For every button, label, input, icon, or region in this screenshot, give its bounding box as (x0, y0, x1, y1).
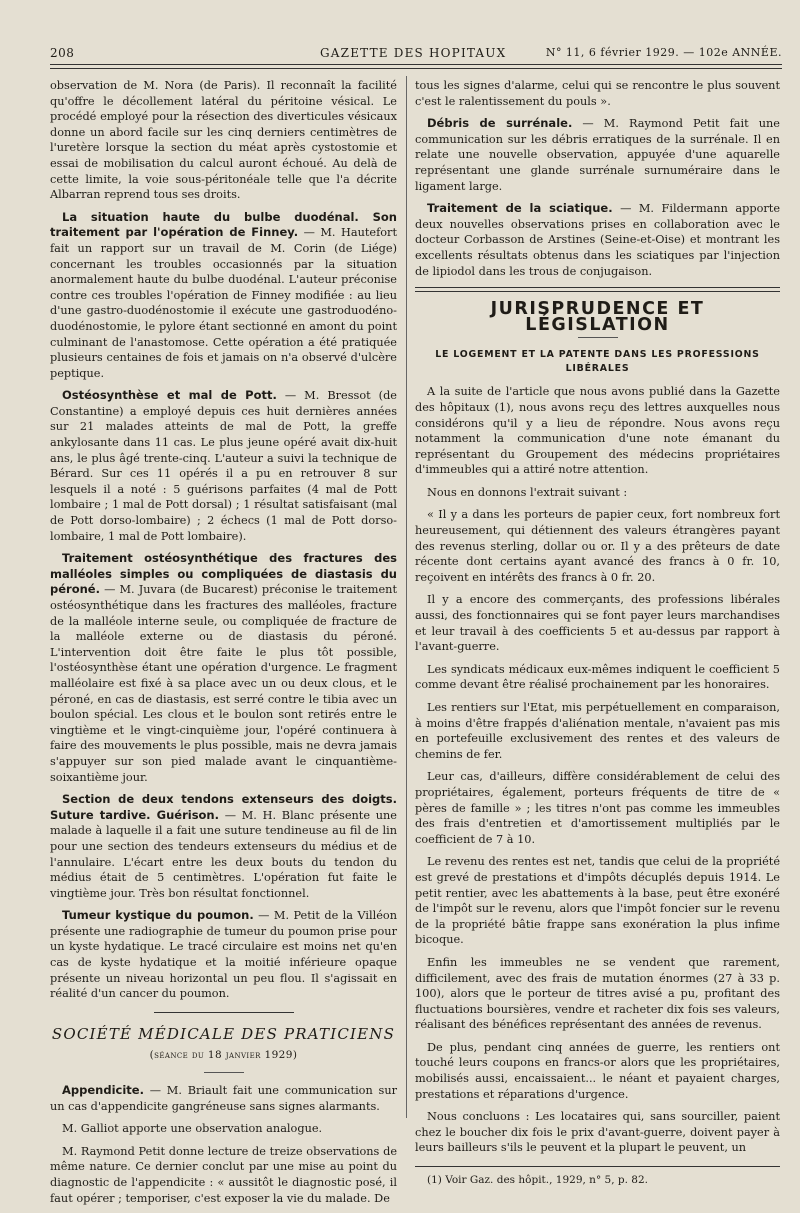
paragraph: Nous concluons : Les locataires qui, sans sourciller, paient chez le boucher dix fois le prix d'avant-guerre, doivent payer à leurs bailleurs s'ils le peuvent et la plupart le peuvent, un (415, 1110, 780, 1155)
column-divider (406, 76, 407, 1118)
paragraph: Il y a encore des commerçants, des professions libérales aussi, des fonctionnaires qui se font payer leurs marchandises et leur travail à des coefficients 5 et au-dessus par rapport à l'avant-guerre. (415, 593, 780, 654)
article-title: Section de deux tendons extenseurs des doigts. Suture tardive. Guérison. (50, 792, 397, 822)
footnote-rule (415, 1166, 780, 1167)
issue-info: N° 11, 6 février 1929. — 102e ANNÉE. (545, 46, 782, 59)
paragraph: Nous en donnons l'extrait suivant : (427, 485, 628, 499)
page-number: 208 (50, 46, 75, 60)
article-body: — M. Petit de la Villéon présente une radiographie de tumeur du poumon prise pour un kyste hydatique. Le tracé circulaire est moins net qu'en cas de kyste hydatique et la moitié inférieure opaque présente un niveau horizontal un peu flou. Il s'agissait en réalité d'un cancer du poumon. (50, 909, 397, 1001)
section-heading: JURISPRUDENCE ET LÉGISLATION (490, 299, 705, 335)
article-title: Traitement ostéosynthétique des fractures des malléoles simples ou compliquées de diastasis du péroné. (50, 551, 397, 597)
section-rule-second (415, 291, 780, 292)
small-separator (204, 1072, 244, 1073)
article-duodenal (50, 210, 397, 382)
article-appendicite (50, 1083, 397, 1114)
article-pott (50, 388, 397, 544)
paragraph: observation de M. Nora (de Paris). Il reconnaît la facilité qu'offre le décollement latéral du péritoine vésical. Le procédé employé pour la résection des diverticules vésicaux donne un abord facile sur les cinq derniers centimètres de l'uretère lorsque la section du méat après cystostomie et essai de mobilisation du calcul auront échoué. Au delà de cette limite, la voie sous-péritonéale telle que l'a décrite Albarran reprend tous ses droits. (50, 79, 397, 202)
header-rule (50, 64, 782, 65)
paragraph: tous les signes d'alarme, celui qui se rencontre le plus souvent c'est le ralentissement du pouls ». (415, 79, 780, 108)
paragraph: Les rentiers sur l'Etat, mis perpétuellement en comparaison, à moins d'être frappés d'aliénation mentale, n'avaient pas mis en portefeuille exclusivement des rentes et des valeurs de chemins de fer. (415, 701, 780, 761)
article-sciatique (415, 201, 780, 279)
session-date: (séance du 18 janvier 1929) (149, 1049, 298, 1062)
article-tendons (50, 792, 397, 901)
article-body: — M. Juvara (de Bucarest) préconise le traitement ostéosynthétique dans les fractures des malléoles, fracture de la malléole interne seule, ou compliquée de fracture de la malléole externe ou de diastasis du péroné. L'intervention doit être faite le plus tôt possible, l'ostéosynthèse étant une opération d'urgence. Le fragment malléolaire est fixé à sa place avec un ou deux clous, et le péroné, en cas de diastasis, est serré contre le tibia avec un boulon spécial. Les clous et le boulon sont retirés entre le vingtième et le vingt-cinquième jour, l'opéré continuera à faire des mouvements le plus possible, mais ne devra jamais s'appuyer sur son pied malade avant le cinquantième-soixantième jour. (50, 583, 397, 784)
article-title: Traitement de la sciatique. (427, 201, 613, 216)
society-heading: SOCIÉTÉ MÉDICALE DES PRATICIENS (51, 1024, 396, 1043)
paragraph: A la suite de l'article que nous avons publié dans la Gazette des hôpitaux (1), nous avons reçu des lettres auxquelles nous considérons qu'il y a lieu de répondre. Nous avons reçu notamment la communication d'une note émanant du représentant du Groupement des médecins propriétaires d'immeubles qui a attiré notre attention. (415, 385, 780, 477)
page-header (50, 42, 782, 64)
header-rule-second (50, 68, 782, 69)
sub-heading: LE LOGEMENT ET LA PATENTE DANS LES PROFESSIONS LIBÉRALES (435, 349, 760, 375)
article-malleoles (50, 551, 397, 785)
paragraph: M. Raymond Petit donne lecture de treize observations de même nature. Ce dernier conclut par une mise au point du diagnostic de l'appendicite : « aussitôt le diagnostic posé, il faut opérer ; temporiser, c'est exposer la vie du malade. De (50, 1144, 397, 1205)
article-body: — M. Hautefort fait un rapport sur un travail de M. Corin (de Liége) concernant les troubles occasionnés par la situation anormalement haute du bulbe duodénal. L'auteur préconise contre ces troubles l'opération de Finney modifiée : au lieu d'une gastro-duodénostomie il exécute une gastroduodéno-duodénostomie, le pylore étant sectionné en amont du point culminant de l'anastomose. Cette opération a été pratiquée plusieurs centaines de fois et jamais on n'a observé d'ulcère peptique. (50, 226, 397, 380)
right-column (415, 78, 780, 1189)
paragraph: M. Galliot apporte une observation analogue. (62, 1122, 323, 1136)
article-title: Appendicite. (62, 1083, 144, 1098)
left-column (50, 78, 397, 1213)
paragraph: Le revenu des rentes est net, tandis que celui de la propriété est grevé de prestations et d'impôts décuplés depuis 1914. Le petit rentier, avec les abattements à la base, peut être exonéré de l'impôt sur le revenu, alors que l'impôt foncier sur le revenu de la propriété bâtie frappe sans exonération la plus infime bicoque. (415, 855, 780, 947)
paragraph: « Il y a dans les porteurs de papier ceux, fort nombreux fort heureusement, qui détiennent des valeurs étrangères payant des revenus sterling, dollar ou or. Il y a des prêteurs de date récente dont certains ayant avancé des francs à 0 fr. 10, reçoivent en intérêts des francs à 0 fr. 20. (415, 508, 780, 584)
article-body: — M. Raymond Petit fait une communication sur les débris erratiques de la surrénale. Il en relate une nouvelle observation, appuyée d'une aquarelle représentant une glande surrénale surnuméraire dans le ligament large. (415, 117, 780, 193)
paragraph: Enfin les immeubles ne se vendent que rarement, difficilement, avec des frais de mutation énormes (27 à 33 p. 100), alors que le porteur de titres avisé a pu, profitant des fluctuations boursières, vendre et racheter dix fois ses valeurs, réalisant des bénéfices représentant des années de revenus. (415, 955, 780, 1032)
paragraph: Leur cas, d'ailleurs, diffère considérablement de celui des propriétaires, également, porteurs fréquents de titre de « pères de famille » ; les titres n'ont pas comme les immeubles des frais d'entretien et d'amortissement multipliés par le coefficient de 7 à 10. (415, 770, 780, 846)
article-body: — M. H. Blanc présente une malade à laquelle il a fait une suture tendineuse au fil de lin pour une section des tendeurs extenseurs du médius et de l'annulaire. L'écart entre les deux bouts du tendon du médius était de 5 centimètres. L'opération fut faite le vingtième jour. Très bon résultat fonctionnel. (50, 808, 397, 900)
article-title: Débris de surrénale. (427, 116, 573, 131)
section-separator (154, 1012, 294, 1013)
article-title: La situation haute du bulbe duodénal. Son traitement par l'opération de Finney. (50, 209, 397, 240)
article-body: — M. Fildermann apporte deux nouvelles observations prises en collaboration avec le docteur Corbasson de Arstines (Seine-et-Oise) et montrant les excellents résultats obtenus dans les sciatiques par l'injection de lipiodol dans les trous de conjugaison. (415, 202, 781, 278)
small-separator (578, 337, 618, 338)
paragraph: De plus, pendant cinq années de guerre, les rentiers ont touché leurs coupons en francs-or alors que les propriétaires, mobilisés aussi, encaissaient... le néant et payaient charges, prestations et réparations d'urgence. (415, 1040, 780, 1101)
article-surrenale (415, 116, 780, 194)
article-body: — M. Briault fait une communication sur un cas d'appendicite gangréneuse sans signes alarmants. (50, 1084, 397, 1113)
article-body: — M. Bressot (de Constantine) a employé depuis ces huit dernières années sur 21 malades atteints de mal de Pott, la greffe ankylosante dans 11 cas. Le plus jeune opéré avait dix-huit ans, le plus âgé trente-cinq. L'auteur a suivi la technique de Bérard. Sur ces 11 opérés il a pu en retrouver 8 sur lesquels il a noté : 5 guérisons parfaites (4 mal de Pott lombaire ; 1 mal de Pott dorsal) ; 1 résultat satisfaisant (mal de Pott dorso-lombaire) ; 2 échecs (1 mal de Pott dorso-lombaire, 1 mal de Pott lombaire). (50, 389, 397, 543)
journal-title: GAZETTE DES HOPITAUX (320, 46, 507, 60)
paragraph: Les syndicats médicaux eux-mêmes indiquent le coefficient 5 comme devant être réalisé prochainement par les honoraires. (415, 662, 780, 692)
footnote: (1) Voir Gaz. des hôpit., 1929, n° 5, p. 82. (427, 1174, 648, 1187)
section-rule (415, 287, 780, 288)
article-title: Tumeur kystique du poumon. (62, 908, 254, 923)
article-poumon (50, 908, 397, 1002)
article-title: Ostéosynthèse et mal de Pott. (62, 388, 277, 403)
